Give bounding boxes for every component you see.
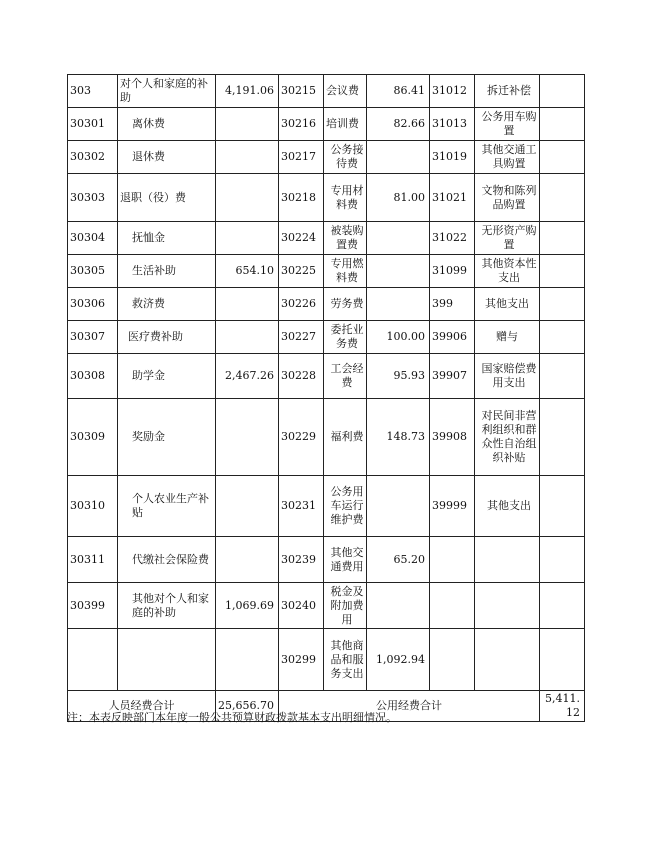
item-name-cell: 税金及附加费用 [324, 583, 367, 629]
econ-code-cell: 30218 [279, 174, 324, 222]
econ-code-cell: 31099 [430, 255, 475, 288]
amount-cell [540, 583, 585, 629]
econ-code-cell: 31013 [430, 108, 475, 141]
amount-cell [216, 537, 279, 583]
amount-cell [216, 174, 279, 222]
item-name-cell: 国家赔偿费用支出 [475, 354, 540, 399]
amount-cell [367, 288, 430, 321]
item-name-cell: 专用材料费 [324, 174, 367, 222]
econ-code-cell: 31022 [430, 222, 475, 255]
econ-code-cell: 30306 [68, 288, 118, 321]
amount-cell [367, 476, 430, 537]
amount-cell [540, 399, 585, 476]
amount-cell: 654.10 [216, 255, 279, 288]
econ-code-cell: 30224 [279, 222, 324, 255]
amount-cell [216, 288, 279, 321]
item-name-cell [475, 583, 540, 629]
econ-code-cell: 30231 [279, 476, 324, 537]
amount-cell [216, 629, 279, 691]
item-name-cell: 文物和陈列品购置 [475, 174, 540, 222]
item-name-cell: 奖励金 [118, 399, 216, 476]
econ-code-cell: 39907 [430, 354, 475, 399]
table-row [68, 476, 585, 537]
econ-code-cell: 30303 [68, 174, 118, 222]
public-total-label: 公用经费合计 [279, 691, 540, 722]
item-name-cell: 代缴社会保险费 [118, 537, 216, 583]
econ-code-cell: 30299 [279, 629, 324, 691]
table-row [68, 321, 585, 354]
amount-cell: 1,069.69 [216, 583, 279, 629]
econ-code-cell: 30239 [279, 537, 324, 583]
econ-code-cell: 30226 [279, 288, 324, 321]
amount-cell [540, 174, 585, 222]
econ-code-cell: 30225 [279, 255, 324, 288]
amount-cell [540, 476, 585, 537]
item-name-cell [118, 629, 216, 691]
econ-code-cell: 31021 [430, 174, 475, 222]
amount-cell [216, 399, 279, 476]
econ-code-cell: 30310 [68, 476, 118, 537]
item-name-cell: 会议费 [324, 75, 367, 108]
econ-code-cell: 399 [430, 288, 475, 321]
econ-code-cell: 39908 [430, 399, 475, 476]
amount-cell: 4,191.06 [216, 75, 279, 108]
item-name-cell: 医疗费补助 [118, 321, 216, 354]
table-body [68, 75, 585, 722]
econ-code-cell: 30216 [279, 108, 324, 141]
item-name-cell: 退职（役）费 [118, 174, 216, 222]
table-row [68, 399, 585, 476]
amount-cell [367, 255, 430, 288]
item-name-cell: 对个人和家庭的补助 [118, 75, 216, 108]
econ-code-cell [430, 583, 475, 629]
amount-cell: 82.66 [367, 108, 430, 141]
item-name-cell: 对民间非营利组织和群众性自治组织补贴 [475, 399, 540, 476]
table-row [68, 174, 585, 222]
item-name-cell: 其他交通费用 [324, 537, 367, 583]
amount-cell: 95.93 [367, 354, 430, 399]
table-row [68, 583, 585, 629]
econ-code-cell: 31019 [430, 141, 475, 174]
item-name-cell: 个人农业生产补贴 [118, 476, 216, 537]
table-row [68, 537, 585, 583]
item-name-cell: 被装购置费 [324, 222, 367, 255]
econ-code-cell: 30305 [68, 255, 118, 288]
amount-cell [216, 476, 279, 537]
item-name-cell: 其他支出 [475, 288, 540, 321]
item-name-cell: 公务用车运行维护费 [324, 476, 367, 537]
amount-cell: 100.00 [367, 321, 430, 354]
item-name-cell: 助学金 [118, 354, 216, 399]
amount-cell: 2,467.26 [216, 354, 279, 399]
amount-cell [540, 537, 585, 583]
amount-cell [216, 108, 279, 141]
personnel-total-label: 人员经费合计 [68, 691, 216, 722]
amount-cell: 81.00 [367, 174, 430, 222]
econ-code-cell: 30229 [279, 399, 324, 476]
table-row [68, 141, 585, 174]
item-name-cell: 离休费 [118, 108, 216, 141]
amount-cell: 1,092.94 [367, 629, 430, 691]
econ-code-cell: 30217 [279, 141, 324, 174]
item-name-cell: 公务用车购置 [475, 108, 540, 141]
amount-cell [540, 629, 585, 691]
item-name-cell [475, 629, 540, 691]
item-name-cell: 培训费 [324, 108, 367, 141]
amount-cell [540, 75, 585, 108]
table-row [68, 354, 585, 399]
item-name-cell: 其他资本性支出 [475, 255, 540, 288]
amount-cell [540, 222, 585, 255]
econ-code-cell: 30227 [279, 321, 324, 354]
item-name-cell: 抚恤金 [118, 222, 216, 255]
table-footnote: 注：本表反映部门本年度一般公共预算财政拨款基本支出明细情况。 [67, 711, 397, 724]
amount-cell [540, 108, 585, 141]
econ-code-cell: 30308 [68, 354, 118, 399]
item-name-cell [475, 537, 540, 583]
econ-code-cell [430, 629, 475, 691]
item-name-cell: 专用燃料费 [324, 255, 367, 288]
econ-code-cell [68, 629, 118, 691]
amount-cell [216, 321, 279, 354]
item-name-cell: 福利费 [324, 399, 367, 476]
item-name-cell: 劳务费 [324, 288, 367, 321]
amount-cell: 86.41 [367, 75, 430, 108]
econ-code-cell [430, 537, 475, 583]
amount-cell [540, 321, 585, 354]
amount-cell [367, 141, 430, 174]
table-row [68, 288, 585, 321]
item-name-cell: 赠与 [475, 321, 540, 354]
amount-cell [216, 141, 279, 174]
table-row [68, 75, 585, 108]
item-name-cell: 生活补助 [118, 255, 216, 288]
econ-code-cell: 303 [68, 75, 118, 108]
econ-code-cell: 30307 [68, 321, 118, 354]
amount-cell [540, 354, 585, 399]
item-name-cell: 其他对个人和家庭的补助 [118, 583, 216, 629]
econ-code-cell: 31012 [430, 75, 475, 108]
public-total-value: 5,411.12 [540, 691, 585, 722]
amount-cell: 65.20 [367, 537, 430, 583]
expenditure-detail-table [67, 74, 585, 722]
econ-code-cell: 30302 [68, 141, 118, 174]
econ-code-cell: 30309 [68, 399, 118, 476]
item-name-cell: 委托业务费 [324, 321, 367, 354]
econ-code-cell: 30228 [279, 354, 324, 399]
table-row [68, 222, 585, 255]
table-row [68, 255, 585, 288]
item-name-cell: 公务接待费 [324, 141, 367, 174]
amount-cell [216, 222, 279, 255]
item-name-cell: 其他商品和服务支出 [324, 629, 367, 691]
amount-cell [367, 222, 430, 255]
amount-cell [367, 583, 430, 629]
personnel-total-value: 25,656.70 [216, 691, 279, 722]
item-name-cell: 无形资产购置 [475, 222, 540, 255]
econ-code-cell: 30240 [279, 583, 324, 629]
econ-code-cell: 30304 [68, 222, 118, 255]
econ-code-cell: 30301 [68, 108, 118, 141]
amount-cell [540, 288, 585, 321]
item-name-cell: 拆迁补偿 [475, 75, 540, 108]
table-row [68, 108, 585, 141]
amount-cell: 148.73 [367, 399, 430, 476]
econ-code-cell: 30399 [68, 583, 118, 629]
econ-code-cell: 39906 [430, 321, 475, 354]
amount-cell [540, 255, 585, 288]
table-row [68, 629, 585, 691]
item-name-cell: 其他支出 [475, 476, 540, 537]
econ-code-cell: 30215 [279, 75, 324, 108]
item-name-cell: 其他交通工具购置 [475, 141, 540, 174]
econ-code-cell: 39999 [430, 476, 475, 537]
econ-code-cell: 30311 [68, 537, 118, 583]
item-name-cell: 工会经费 [324, 354, 367, 399]
item-name-cell: 救济费 [118, 288, 216, 321]
amount-cell [540, 141, 585, 174]
item-name-cell: 退休费 [118, 141, 216, 174]
